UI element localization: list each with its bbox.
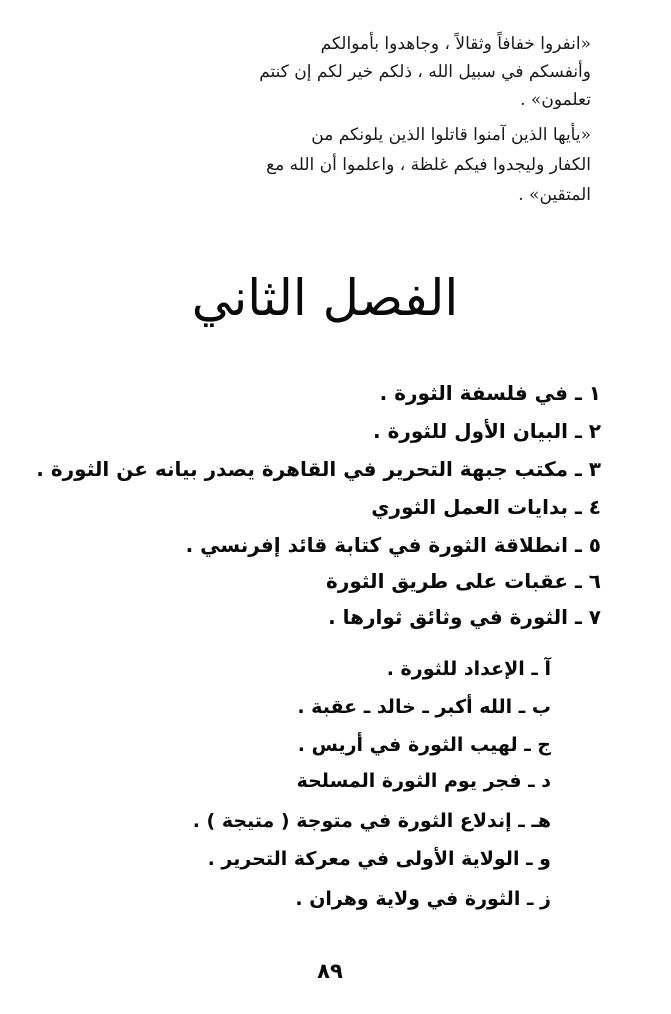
contents-item-6: ٦ ـ عقبات على طريق الثورة <box>326 569 601 593</box>
contents-item-5: ٥ ـ انطلاقة الثورة في كتابة قائد إفرنسي . <box>185 533 601 557</box>
sub-item-dal: د ـ فجر يوم الثورة المسلحة <box>296 770 551 792</box>
contents-item-4: ٤ ـ بدايات العمل الثوري <box>371 495 601 519</box>
contents-item-3: ٣ ـ مكتب جبهة التحرير في القاهرة يصدر بيانه عن الثورة . <box>36 457 601 481</box>
chapter-title: الفصل الثاني <box>191 269 459 327</box>
sub-item-ba: ب ـ الله أكبر ـ خالد ـ عقبة . <box>297 696 551 718</box>
verse-line-6: المتقين» . <box>518 185 591 205</box>
page-number: ٨٩ <box>317 959 343 983</box>
sub-item-waw: و ـ الولاية الأولى في معركة التحرير . <box>207 848 551 870</box>
sub-item-ha: هـ ـ إندلاع الثورة في متوجة ( متيجة ) . <box>192 810 551 832</box>
verse-line-3: تعلمون» . <box>520 90 591 110</box>
contents-item-2: ٢ ـ البيان الأول للثورة . <box>373 419 601 443</box>
contents-item-7: ٧ ـ الثورة في وثائق ثوارها . <box>328 605 601 629</box>
sub-item-alif: آ ـ الإعداد للثورة . <box>386 658 551 680</box>
verse-line-2: وأنفسكم في سبيل الله ، ذلكم خير لكم إن كنتم <box>259 62 591 82</box>
verse-line-4: «يأيها الذين آمنوا قاتلوا الذين يلونكم من <box>311 125 591 145</box>
verse-line-5: الكفار وليجدوا فيكم غلظة ، واعلموا أن الله مع <box>266 155 591 175</box>
sub-item-jim: ج ـ لهيب الثورة في أريس . <box>297 734 551 756</box>
sub-item-zay: ز ـ الثورة في ولاية وهران . <box>295 888 551 910</box>
contents-item-1: ١ ـ في فلسفة الثورة . <box>379 381 601 405</box>
verse-line-1: «انفروا خفافاً وثقالاً ، وجاهدوا بأموالكم <box>320 34 591 54</box>
